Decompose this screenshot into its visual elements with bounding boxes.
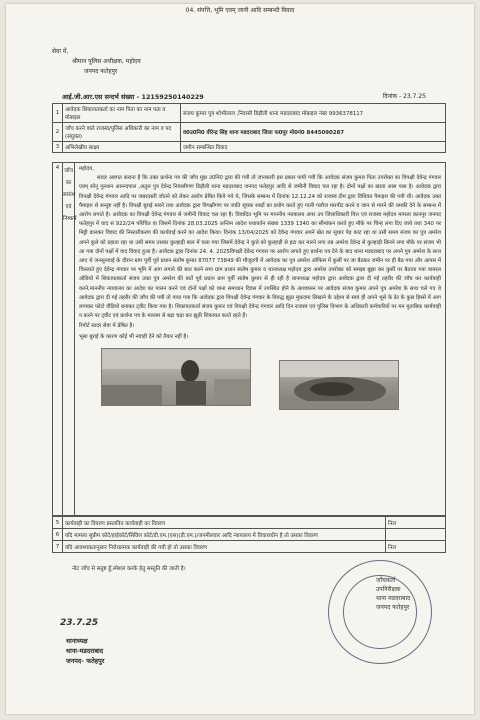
evidence-photos — [79, 346, 441, 416]
reference-number: 12159250140229 — [141, 93, 204, 101]
row-label: कार्यवाही का विवरण प्रस्तावित कार्यवाही का विवरण — [63, 517, 386, 529]
photo-caption: भूसा बुराई के कारण कोई भी नवाही देने को तैयार नहीं है। — [79, 333, 189, 340]
row-label: यदि आवश्यकतानुसार निरोधात्मक कार्यवाही की गयी हो तो उसका विवरण — [63, 541, 386, 553]
date-value: 23.7.25 — [403, 93, 426, 100]
row-number: 7 — [53, 541, 63, 553]
table-row — [53, 529, 446, 541]
sho-district: जनपद- फतेहपुर — [66, 657, 105, 665]
sho-handwritten-date: 23.7.25 — [60, 618, 99, 628]
summary-content — [75, 163, 445, 515]
evidence-photo-person — [101, 348, 251, 406]
investigator-signature-block — [376, 576, 410, 612]
recommendation-note: नोट जाँच से सतुष्ट हूँ,स्पेशल करके हेतु सस्तुति की जाती है। — [72, 566, 186, 572]
evidence-photo-burnt-heap — [279, 360, 399, 410]
summary-side-label: जाँच का सारांश एवं निष्कर्ष — [63, 163, 75, 515]
row-label: यदि मामला सुप्रीम कोर्ट/हाईकोर्ट/सिविल कोर्ट/डी.एम.(एस)(डी.एम.)/जनमीलवार आदि न्यायालय में विचाराधीन है तो उसका विवरण — [63, 529, 386, 541]
reference-line — [62, 92, 204, 101]
row-label: जाँच करने वाले राजस्व/पुलिस अधिकारी का नाम व पद (संयुक्त) — [63, 123, 181, 142]
row-number: 3 — [53, 142, 63, 153]
row-number: 5 — [53, 517, 63, 529]
reference-date-line — [383, 92, 426, 100]
sho-signature-block — [66, 636, 104, 666]
row-number: 6 — [53, 529, 63, 541]
table-row — [53, 517, 446, 529]
info-table — [52, 103, 446, 153]
inquiry-summary-box — [52, 162, 446, 516]
table-row — [53, 541, 446, 553]
recipient-district: जनपद फतेहपुर — [84, 68, 118, 75]
sho-title: थानाध्यक्ष — [66, 637, 88, 645]
row-number: 2 — [53, 123, 63, 142]
signature-rank: उपनिरीक्षक — [376, 586, 401, 593]
row-value: संजय कुमार पुत्र शोभीलाल ,निवासी डिड़ौली थाना मडदराबाद मोबाइल नंबर 9936378117 — [181, 104, 446, 123]
row-number: 1 — [53, 104, 63, 123]
signature-role: जाँचकर्ता — [376, 577, 396, 584]
reference-label: आई.जी.आर.एस सन्दर्भ संख्या - — [62, 93, 142, 101]
row-label: अभिलेखीय साक्ष्य — [63, 142, 181, 153]
table-row — [53, 142, 446, 153]
signature-station: थाना मडदराबाद — [376, 595, 411, 602]
table-row — [53, 123, 446, 142]
row-number: 4 — [53, 163, 63, 515]
document-page — [6, 4, 474, 714]
summary-salutation: महोदय, — [79, 166, 94, 172]
recipient-title: श्रीमान पुलिस अधीक्षक, महोदय — [72, 58, 141, 65]
table-row — [53, 104, 446, 123]
action-table — [52, 516, 446, 553]
row-label: आवेदक शिकायतकर्ता का नाम पिता का नाम पता व मोबाइल — [63, 104, 181, 123]
row-value: जमीन सम्बन्धित विवाद — [181, 142, 446, 153]
row-value: व0उ0नि0 वीरेन्द्र सिंह थाना मडदराबाद जिला फ0पुर मो0नं0 8445090287 — [181, 123, 446, 142]
report-submission-line: रिपोर्ट सादर सेवा में प्रेषित है। — [79, 323, 135, 330]
document-heading: 04. संपत्ति, भूमि एवम् जानी आदि सम्बन्धी विवाद — [185, 7, 295, 14]
row-value — [386, 529, 446, 541]
row-value: निल — [386, 517, 446, 529]
date-label: दिनांक - — [382, 93, 404, 100]
summary-paragraph: सादर अवगत कराना है कि उक्त प्रार्थना पत्र की जाँच मुझ उ0नि0 द्वारा की गयी तो जानकारी इस प्रकार पायी गयी कि आवेदक संजय कुमार पिता उपरोक्त का विपक्षी देवेन्द्र गंगवार एवम् सोनू गुलशन आनन्दपाल ,अतुल पुत्र देवेन्द्र निवासीगण डिड़ौली थाना मडदराबाद जनपद फतेहपुर आदि से जमीनी विवाद चल रहा है। दोनों पक्षों का खाता आस पास है। आवेदक द्वारा विपक्षी देवेन्द्र गंगवार आदि पर जबरदस्ती जोतने को लेकर आरोप प्रेषित किये गये थे, जिसके सम्बन्ध में दिनांक 12.12.24 को राजस्व टीम द्वारा विधिवत पैमाइश की गयी थी। आवेदक उक्त पैमाइश से सन्तुष्ट नहीं है। विपक्षी बुराई मारने तथा आवेदक द्वारा विपक्षीगण पर जाति सूचक शब्दों का प्रयोग करते हुए गाली गलौज मारपीट करने व जान से मारने की धमकी देने के सम्बन्ध में आरोप लगाते है। आवेदक का विपक्षी देवेन्द्र गंगवार से जमीनी विवाद चल रहा है। विवादित भूमि पर माननीय न्यायालय अपर उप जिलाधिकारी वित्त एवं राजस्व महोदय मामला कानपुर जनपद फतेहपुर में वाद सं 922/24 परिचित वा जिसमें दिनांक 28.03.2025 अन्तिम आदेश यथावर्तन संख्या 1339 1340 का सीमांकन करते हुए मौके पर चिन्ह लगा दिए जाये तथा 340 पर मिट्टी डालकर विवाद की निस्तारीकरण की कार्यवाई करने का आदेश किया। दिनांक 13/04/2025 को देवेन्द्र गंगवार अपने खेत का सुधार पेड़ काट रहा था उसी समय संजय का पुत्र अमरेश अपने कुले को डहाता रहा था उसी समय उसका कुल्हाड़ी बाल में चला गया जिसमें देवेन्द्र ने कुत्ते को कुल्हाड़ी से हटा कर मारने लगा तब अमरेश देवेन्द्र से कुल्हाड़ी छिनने लगा मौके पर संजय भी आ गया दोनों पक्षों में वाद विवाद हुआ है। आवेदक द्वारा दिनांक 24. 4. 2025विपक्षी देवेन्द्र गंगवार पर आरोप लगाते हुए प्रार्थना पत्र देने के बाद थाना मडदराबाद पर अपने पुत्र अमरेश के साथ आए थे जनसुनवाई के दौरान ग्राम पूर्वी पूर्व प्रधान संतोष कुमार 87077 73849 की मौजूदगी में आवेदक का पुत्र अमरेश ऑफिस में कुर्सी पर जा बैठकर जमीन पर ही बैठ गया और आपस में चिल्लाते हुए देवेन्द्र गंगवार पर भूमि में आग लगाने की बात करने लगा ग्राम प्रधान संतोष कुमार व थानाध्यक्ष महोदय द्वारा अमरेश उपरोक्त को समझा बुझा कर कुर्सी पर बैठाया गया वायरल ऑडियो में शिकायतकर्ता संजय उक्त पुत्र अमरेश की बातें पूर्व प्रधान ग्राम पूर्वी संतोष कुमार से ही रही है थानाध्यक्ष महोदय द्वारा आवेदक द्वारा दी गई तहरीर की जाँच कर कार्यवाही करने,माननीय न्यायालय का आदेश का पालन करने एवं दोनों पक्षों को थाना समाधान दिवस में उपस्थित होने के आश्वासन पर आवेदक संजय कुमार अपने पुत्र अमरेश के साथ चले गए थे आवेदक द्वारा दी गई तहरीर की जाँच की गयी तो पाया गया कि आवेदक द्वारा विपक्षी देवेन्द्र गंगवार के विरुद्ध झूठा मुकदमा लिखाने के उद्देश्य से स्वयं ही अपने भूसे के ढेर के कुछ हिस्से में आग लगाकर फोटो वीडियो बनाकर ट्वीट किया गया है। शिकायतकर्ता संजय कुमार एवं विपक्षी देवेन्द्र गंगवार आदि दिन राजस्व एवं पुलिस विभाग के अधिकारी कर्मचारियों पर मन मुताबिक कार्यवाही न करने पर ट्वीट एवं प्रार्थना पत्र के माध्यम से बढ़ा चढ़ा कर झूठी शिकायत करते रहते हैं। — [79, 175, 441, 320]
row-value: निल — [386, 541, 446, 553]
sho-station: थाना-मडदराबाद — [66, 647, 104, 655]
signature-district: जनपद फतेहपुर — [376, 604, 410, 611]
salutation-to: सेवा में, — [52, 48, 69, 55]
